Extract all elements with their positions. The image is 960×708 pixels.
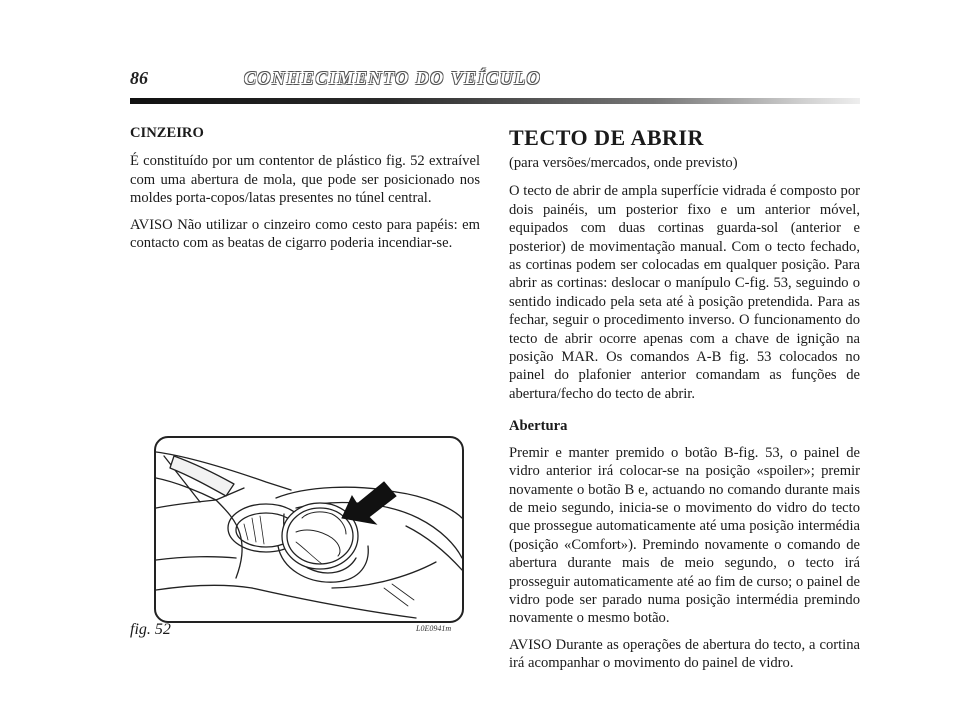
warning-paragraph: AVISO Durante as operações de abertura do tecto, a cortina irá acompanhar o movimento do painel de vidro. <box>509 636 860 672</box>
section-heading-cinzeiro: CINZEIRO <box>130 125 204 141</box>
sub-heading-abertura: Abertura <box>509 418 568 435</box>
section-title-tecto-de-abrir: TECTO DE ABRIR <box>509 125 704 150</box>
figure-ashtray-illustration <box>154 436 464 623</box>
section-subtitle: (para versões/mercados, onde previsto) <box>509 155 738 171</box>
figure-caption: fig. 52 <box>130 621 171 638</box>
running-header: CONHECIMENTO DO VEÍCULO <box>244 68 542 88</box>
page-number: 86 <box>130 68 148 88</box>
figure-code: L0E0941m <box>416 624 452 633</box>
ashtray-illustration <box>156 438 462 621</box>
right-column <box>509 124 860 681</box>
opening-paragraph: Premir e manter premido o botão B-fig. 53, o painel de vidro anterior irá colocar-se na posição «spoiler»; premir novamente o botão B e, actuando no comando durante mais de meio segundo, inicia-se o movimento do vidro do tecto que prossegue automaticamente até uma posição intermédia (posição «Comfort»). Premindo novamente o comando de abertura durante mais de meio segundo, o tecto irá prosseguir automaticamente até ao fim de curso; o painel de vidro pode ser parado numa posição intermédia premindo novamente o mesmo botão. <box>509 444 860 627</box>
left-column <box>130 124 480 260</box>
intro-paragraph: O tecto de abrir de ampla superfície vidrada é composto por dois painéis, um posterior fixo e um anterior móvel, equipados com duas cortinas guarda-sol (anterior e posterior) de movimentação manual. Com o tecto fechado, as cortinas podem ser colocadas em qualquer posição. Para abrir as cortinas: deslocar o manípulo C-fig. 53, seguindo o sentido indicado pela seta até à posição pretendida. Para as fechar, seguir o procedimento inverso. O funcionamento do tecto de abrir ocorre apenas com a chave de ignição na posição MAR. Os comandos A-B fig. 53 colocados no painel do plafonier anterior comandam as funções de abertura/fecho do tecto de abrir. <box>509 183 860 402</box>
warning-paragraph: AVISO Não utilizar o cinzeiro como cesto para papéis: em contacto com as beatas de cigarro poderia incendiar-se. <box>130 216 480 252</box>
paragraph: É constituído por um contentor de plástico fig. 52 extraível com uma abertura de mola, que pode ser posicionado nos moldes porta-copos/latas presentes no túnel central. <box>130 153 480 207</box>
header-rule <box>130 98 860 104</box>
